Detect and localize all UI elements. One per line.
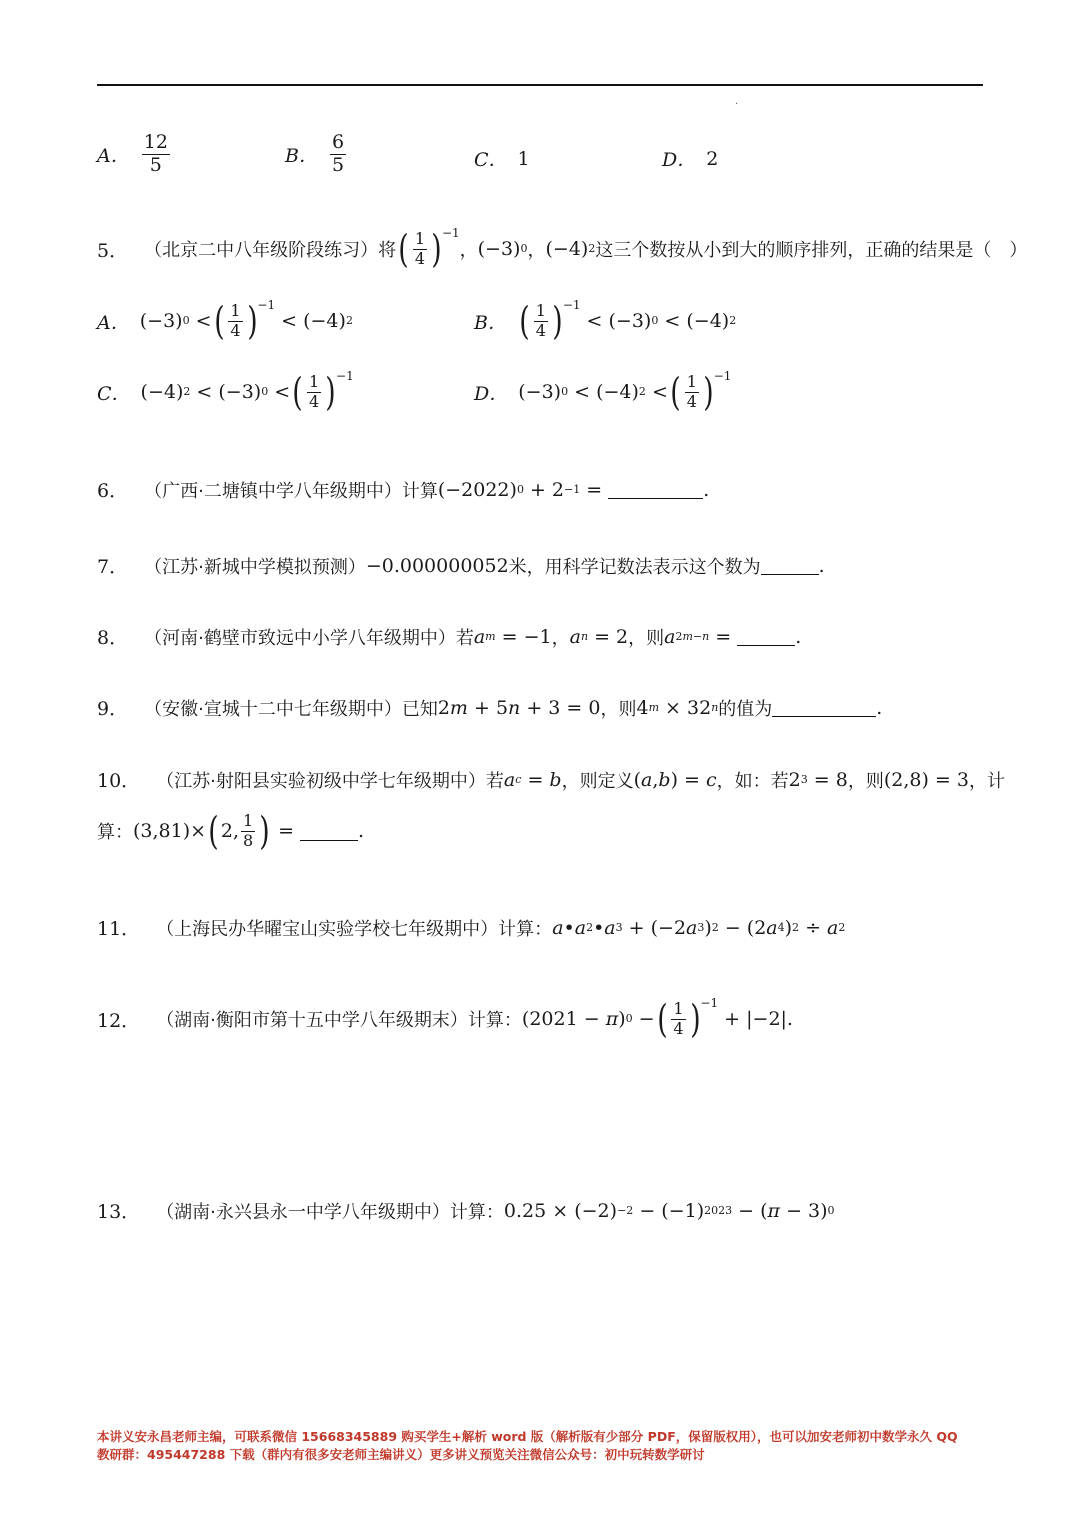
question-value: −0.000000052 — [365, 554, 509, 577]
q4-option-c — [474, 145, 530, 172]
question-text: ，则 — [847, 770, 884, 792]
q4-option-d — [662, 145, 718, 172]
math-expression: (3,81)× ( 2, $\frac{1}{8}$ ) = — [133, 809, 301, 853]
q5-option-d — [474, 369, 732, 414]
question-10-line-2: 算： (3,81)× ( 2, $\frac{1}{8}$ ) = . — [97, 809, 365, 853]
option-value: 1 — [517, 147, 530, 170]
math-expression: (−2022) 0 + 2 −1 = — [437, 478, 609, 501]
question-11 — [97, 914, 845, 941]
option-label: A． — [97, 144, 130, 167]
math-expression: 2 m + 5 n + 3 = 0 ，则 4 m × 32 n — [437, 696, 719, 720]
question-text: ，则定义 — [561, 770, 634, 792]
answer-blank[interactable] — [772, 698, 876, 717]
question-9: 9． （安徽·宣城十二中七年级期中）已知 2 m + 5 n + 3 = 0 ，则 4 m × 32 n 的值为 . — [97, 694, 882, 721]
answer-blank[interactable] — [761, 556, 819, 575]
question-source: （安徽·宣城十二中七年级期中）已知 — [144, 698, 438, 720]
answer-blank[interactable] — [737, 627, 795, 646]
question-source: （广西·二塘镇中学八年级期中）计算 — [144, 480, 438, 502]
question-text: 的值为 — [718, 698, 773, 720]
answer-blank[interactable] — [300, 822, 358, 841]
math-expression: (2,8) = 3 — [883, 768, 969, 791]
math-expression: a m = −1 ， a n = 2 ，则 a 2m−n = — [473, 625, 738, 649]
question-text: 算： — [97, 822, 133, 843]
math-expression: (−3) 0 < (−4) 2 < ( $\frac{1}{4}$ ) −1 — [518, 369, 732, 414]
header-dot: . — [735, 96, 739, 107]
math-expression: (−4) 2 < (−3) 0 < ( $\frac{1}{4}$ ) −1 — [140, 369, 354, 414]
math-expression: (−3) 0 < ( $\frac{1}{4}$ ) −1 < (−4) 2 — [139, 298, 353, 343]
question-number: 11． — [97, 918, 141, 940]
math-expression: 0.25 × (−2) −2 − (−1) 2023 − ( π − 3) 0 — [503, 1199, 835, 1222]
option-label: B． — [285, 144, 318, 167]
question-number: 9． — [97, 698, 129, 720]
answer-blank[interactable] — [608, 480, 703, 499]
math-expression: a c = b — [503, 768, 562, 791]
option-label: D． — [474, 382, 509, 405]
footer-line-1: 本讲义安永昌老师主编，可联系微信 15668345889 购买学生+解析 word 版（解析版有少部分 PDF，保留版权用），也可以加安老师初中数学永久 QQ — [97, 1429, 958, 1444]
q5-option-c — [97, 369, 354, 414]
question-number: 7． — [97, 556, 129, 578]
question-number: 5． — [97, 239, 129, 262]
option-label: C． — [474, 149, 508, 171]
question-12 — [97, 996, 793, 1041]
question-5 — [97, 226, 1028, 271]
question-number: 13． — [97, 1201, 141, 1223]
option-label: C． — [97, 382, 131, 405]
q5-option-a — [97, 298, 353, 343]
math-expression: ( a , b ) = c — [633, 768, 717, 791]
question-13 — [97, 1197, 835, 1224]
option-label: A． — [97, 311, 130, 334]
question-source: （上海民办华曜宝山实验学校七年级期中）计算： — [156, 918, 553, 940]
question-8: 8． （河南·鹤壁市致远中小学八年级期中）若 a m = −1 ， a n = 2 ，则 a 2m−n = . — [97, 623, 801, 650]
q4-option-b — [285, 132, 348, 177]
question-6: 6． （广西·二塘镇中学八年级期中）计算 (−2022) 0 + 2 −1 = . — [97, 476, 709, 503]
q5-option-b — [474, 298, 737, 343]
math-expression: a • a 2 • a 3 + (−2 a 3 ) 2 − (2 a 4 ) 2 ÷ a 2 — [552, 916, 846, 939]
option-label: D． — [662, 149, 697, 171]
footer-line-2: 教研群：495447288 下载（群内有很多安老师主编讲义）更多讲义预览关注微信公众号：初中玩转数学研讨 — [97, 1447, 705, 1462]
math-expression: 2 3 = 8 — [788, 768, 848, 791]
question-text: 这三个数按从小到大的顺序排列，正确的结果是（ ） — [595, 240, 1028, 261]
question-source: （河南·鹤壁市致远中小学八年级期中）若 — [144, 627, 474, 649]
option-value: 2 — [706, 147, 719, 170]
fraction: $\frac{12}{5}$ — [143, 131, 168, 176]
question-source: （江苏·射阳县实验初级中学七年级期中）若 — [156, 770, 504, 792]
question-7: 7． （江苏·新城中学模拟预测） −0.000000052 米，用科学记数法表示这个数为 . — [97, 552, 825, 579]
question-number: 12． — [97, 1009, 141, 1032]
option-label: B． — [474, 311, 507, 334]
question-number: 6． — [97, 480, 129, 502]
math-expression: (2021 − π ) 0 − ( $\frac{1}{4}$ ) −1 + |−2|. — [521, 996, 793, 1041]
math-expression: ( $\frac{1}{4}$ ) −1 < (−3) 0 < (−4) 2 — [519, 298, 737, 343]
footer-notice — [97, 1428, 997, 1464]
header-rule — [97, 84, 983, 86]
q4-option-a — [97, 132, 172, 177]
question-source: （湖南·衡阳市第十五中学八年级期末）计算： — [156, 1010, 522, 1031]
question-text: ，计 — [968, 770, 1005, 792]
question-number: 10． — [97, 770, 141, 792]
question-number: 8． — [97, 627, 129, 649]
question-10 — [97, 766, 1005, 793]
question-text: 米，用科学记数法表示这个数为 — [508, 556, 761, 578]
question-text: ，如：若 — [716, 770, 789, 792]
question-source: （北京二中八年级阶段练习）将 — [144, 240, 397, 261]
math-expression: ( $\frac{1}{4}$ ) −1 ， (−3) 0 ， (−4) 2 — [398, 226, 596, 271]
question-source: （湖南·永兴县永一中学八年级期中）计算： — [156, 1201, 504, 1223]
fraction: $\frac{6}{5}$ — [331, 131, 345, 176]
question-source: （江苏·新城中学模拟预测） — [144, 556, 366, 578]
